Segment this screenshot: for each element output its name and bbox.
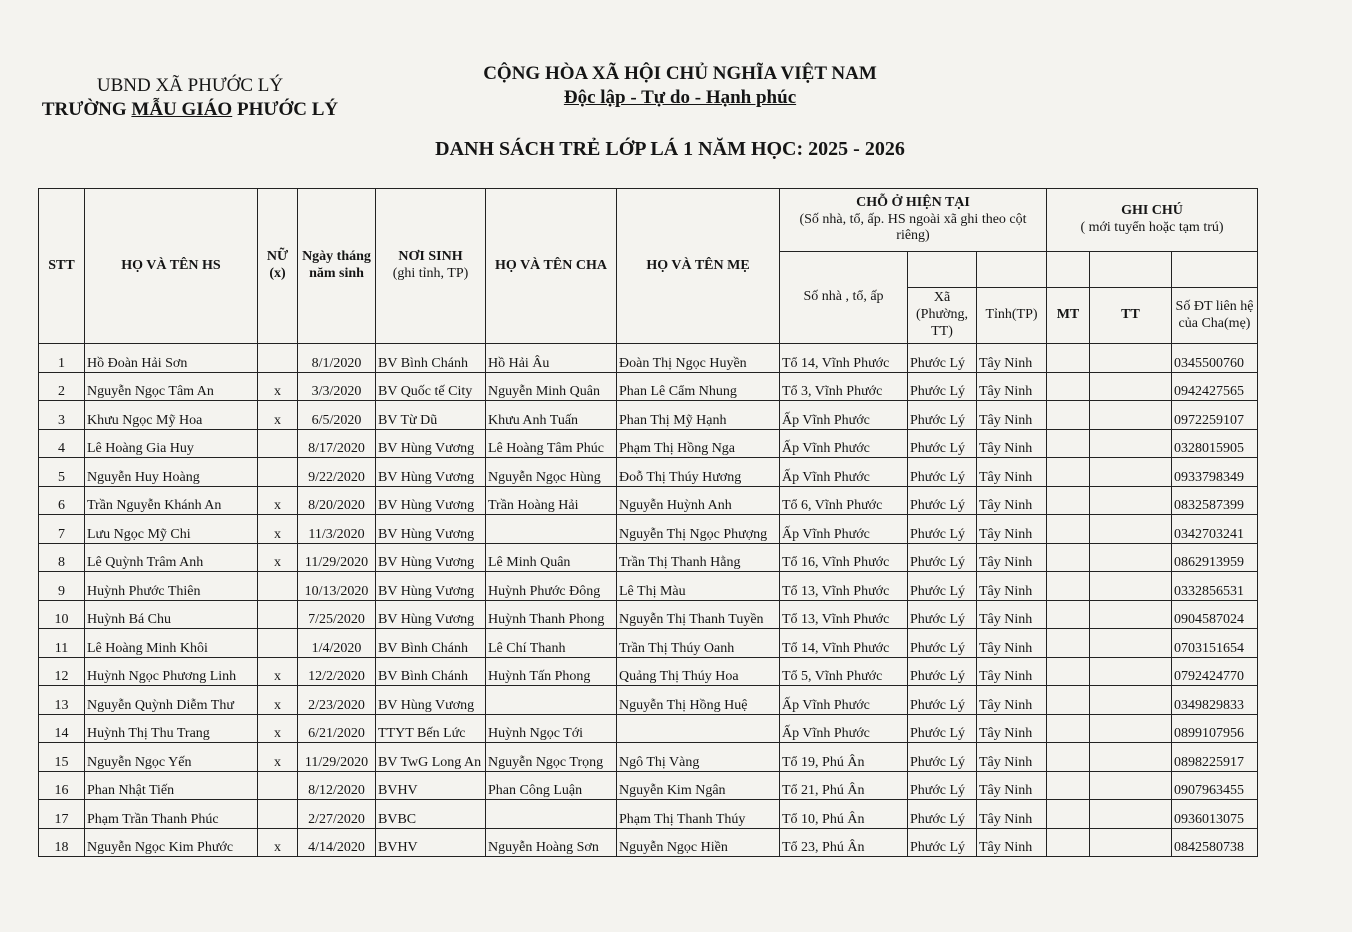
cell-stt: 18	[39, 828, 85, 857]
cell-house: Tổ 13, Vĩnh Phước	[780, 600, 908, 629]
cell-stt: 9	[39, 572, 85, 601]
cell-ward: Phước Lý	[908, 458, 977, 487]
col-province: Tỉnh(TP)	[977, 288, 1047, 344]
cell-female	[258, 771, 298, 800]
col-father: HỌ VÀ TÊN CHA	[486, 189, 617, 344]
cell-mother: Nguyễn Thị Ngọc Phượng	[617, 515, 780, 544]
cell-ward: Phước Lý	[908, 629, 977, 658]
cell-tt	[1090, 771, 1172, 800]
cell-birthplace: BV Hùng Vương	[376, 543, 486, 572]
cell-province: Tây Ninh	[977, 714, 1047, 743]
cell-mother: Nguyễn Huỳnh Anh	[617, 486, 780, 515]
cell-father: Lê Chí Thanh	[486, 629, 617, 658]
cell-mt	[1047, 429, 1090, 458]
col-tt-top	[1090, 252, 1172, 288]
cell-birthplace: BVHV	[376, 828, 486, 857]
cell-female	[258, 629, 298, 658]
cell-house: Tổ 6, Vĩnh Phước	[780, 486, 908, 515]
cell-phone: 0936013075	[1172, 800, 1258, 829]
col-ward: Xã (Phường, TT)	[908, 288, 977, 344]
cell-female: x	[258, 515, 298, 544]
cell-phone: 0907963455	[1172, 771, 1258, 800]
cell-dob: 2/23/2020	[298, 686, 376, 715]
cell-phone: 0972259107	[1172, 401, 1258, 430]
table-row	[39, 657, 1258, 686]
cell-birthplace: BV Hùng Vương	[376, 572, 486, 601]
cell-mother	[617, 714, 780, 743]
student-table	[38, 188, 1258, 857]
cell-tt	[1090, 572, 1172, 601]
cell-phone: 0328015905	[1172, 429, 1258, 458]
cell-phone: 0942427565	[1172, 372, 1258, 401]
cell-mt	[1047, 458, 1090, 487]
cell-house: Tổ 10, Phú Ân	[780, 800, 908, 829]
col-notes-group: GHI CHÚ ( mới tuyển hoặc tạm trú)	[1047, 189, 1258, 252]
cell-ward: Phước Lý	[908, 800, 977, 829]
cell-birthplace: BVBC	[376, 800, 486, 829]
cell-name: Lê Hoàng Minh Khôi	[85, 629, 258, 658]
cell-mother: Đoỗ Thị Thúy Hương	[617, 458, 780, 487]
cell-father: Huỳnh Tấn Phong	[486, 657, 617, 686]
cell-house: Tổ 21, Phú Ân	[780, 771, 908, 800]
col-phone: Số ĐT liên hệ của Cha(mẹ)	[1172, 288, 1258, 344]
cell-stt: 7	[39, 515, 85, 544]
table-row	[39, 372, 1258, 401]
cell-dob: 7/25/2020	[298, 600, 376, 629]
cell-mt	[1047, 600, 1090, 629]
cell-house: Tổ 13, Vĩnh Phước	[780, 572, 908, 601]
cell-mt	[1047, 543, 1090, 572]
table-row	[39, 771, 1258, 800]
cell-province: Tây Ninh	[977, 372, 1047, 401]
cell-birthplace: BV Hùng Vương	[376, 429, 486, 458]
cell-house: Tổ 19, Phú Ân	[780, 743, 908, 772]
cell-dob: 8/12/2020	[298, 771, 376, 800]
motto: Độc lập - Tự do - Hạnh phúc	[563, 86, 797, 108]
cell-tt	[1090, 629, 1172, 658]
school-name: TRƯỜNG MẪU GIÁO PHƯỚC LÝ	[41, 98, 339, 120]
cell-tt	[1090, 486, 1172, 515]
cell-mother: Phan Lê Cẩm Nhung	[617, 372, 780, 401]
cell-name: Huỳnh Bá Chu	[85, 600, 258, 629]
cell-stt: 13	[39, 686, 85, 715]
cell-mt	[1047, 771, 1090, 800]
cell-mother: Lê Thị Màu	[617, 572, 780, 601]
cell-mt	[1047, 629, 1090, 658]
col-female: NỮ (x)	[258, 189, 298, 344]
cell-father: Huỳnh Ngọc Tới	[486, 714, 617, 743]
table-row	[39, 486, 1258, 515]
cell-birthplace: BV Quốc tế City	[376, 372, 486, 401]
cell-mother: Phạm Thị Thanh Thúy	[617, 800, 780, 829]
table-row	[39, 401, 1258, 430]
cell-stt: 4	[39, 429, 85, 458]
cell-stt: 12	[39, 657, 85, 686]
cell-phone: 0862913959	[1172, 543, 1258, 572]
cell-name: Huỳnh Ngọc Phương Linh	[85, 657, 258, 686]
cell-house: Ấp Vĩnh Phước	[780, 429, 908, 458]
cell-dob: 4/14/2020	[298, 828, 376, 857]
cell-father: Hồ Hải Âu	[486, 344, 617, 373]
cell-mother: Phạm Thị Hồng Nga	[617, 429, 780, 458]
cell-birthplace: BV Hùng Vương	[376, 458, 486, 487]
table-row	[39, 429, 1258, 458]
cell-father: Nguyễn Hoàng Sơn	[486, 828, 617, 857]
cell-stt: 5	[39, 458, 85, 487]
cell-dob: 6/21/2020	[298, 714, 376, 743]
cell-phone: 0904587024	[1172, 600, 1258, 629]
cell-stt: 2	[39, 372, 85, 401]
cell-province: Tây Ninh	[977, 458, 1047, 487]
school-header	[20, 74, 360, 122]
cell-mother: Nguyễn Thị Thanh Tuyền	[617, 600, 780, 629]
cell-house: Tổ 5, Vĩnh Phước	[780, 657, 908, 686]
col-phone-top	[1172, 252, 1258, 288]
cell-house: Tổ 23, Phú Ân	[780, 828, 908, 857]
cell-tt	[1090, 714, 1172, 743]
cell-province: Tây Ninh	[977, 401, 1047, 430]
cell-stt: 11	[39, 629, 85, 658]
cell-father: Nguyễn Ngọc Hùng	[486, 458, 617, 487]
cell-tt	[1090, 686, 1172, 715]
cell-birthplace: BV Bình Chánh	[376, 629, 486, 658]
cell-birthplace: BV Hùng Vương	[376, 600, 486, 629]
cell-phone: 0345500760	[1172, 344, 1258, 373]
cell-mt	[1047, 344, 1090, 373]
cell-stt: 16	[39, 771, 85, 800]
col-mt-top	[1047, 252, 1090, 288]
col-mother: HỌ VÀ TÊN MẸ	[617, 189, 780, 344]
country-name: CỘNG HÒA XÃ HỘI CHỦ NGHĨA VIỆT NAM	[483, 63, 877, 84]
cell-name: Phạm Trần Thanh Phúc	[85, 800, 258, 829]
cell-birthplace: BV Hùng Vương	[376, 686, 486, 715]
cell-tt	[1090, 600, 1172, 629]
cell-name: Huỳnh Thị Thu Trang	[85, 714, 258, 743]
cell-phone: 0842580738	[1172, 828, 1258, 857]
cell-name: Nguyễn Ngọc Yến	[85, 743, 258, 772]
cell-house: Ấp Vĩnh Phước	[780, 458, 908, 487]
table-row	[39, 828, 1258, 857]
cell-mt	[1047, 828, 1090, 857]
cell-mt	[1047, 657, 1090, 686]
cell-province: Tây Ninh	[977, 686, 1047, 715]
cell-ward: Phước Lý	[908, 600, 977, 629]
cell-mt	[1047, 372, 1090, 401]
cell-ward: Phước Lý	[908, 401, 977, 430]
cell-name: Hồ Đoàn Hải Sơn	[85, 344, 258, 373]
cell-tt	[1090, 657, 1172, 686]
col-birthplace: NƠI SINH (ghi tỉnh, TP)	[376, 189, 486, 344]
cell-ward: Phước Lý	[908, 515, 977, 544]
cell-house: Ấp Vĩnh Phước	[780, 714, 908, 743]
cell-mother: Nguyễn Ngọc Hiền	[617, 828, 780, 857]
cell-province: Tây Ninh	[977, 572, 1047, 601]
cell-father: Phan Công Luận	[486, 771, 617, 800]
national-motto	[440, 62, 920, 110]
cell-dob: 2/27/2020	[298, 800, 376, 829]
cell-female: x	[258, 714, 298, 743]
cell-female: x	[258, 743, 298, 772]
cell-father	[486, 515, 617, 544]
cell-house: Ấp Vĩnh Phước	[780, 515, 908, 544]
cell-phone: 0899107956	[1172, 714, 1258, 743]
cell-female: x	[258, 543, 298, 572]
cell-stt: 3	[39, 401, 85, 430]
cell-father	[486, 800, 617, 829]
cell-tt	[1090, 515, 1172, 544]
cell-female: x	[258, 686, 298, 715]
cell-female: x	[258, 401, 298, 430]
cell-province: Tây Ninh	[977, 344, 1047, 373]
cell-house: Tổ 14, Vĩnh Phước	[780, 344, 908, 373]
cell-stt: 14	[39, 714, 85, 743]
cell-female	[258, 800, 298, 829]
cell-mt	[1047, 486, 1090, 515]
cell-dob: 11/3/2020	[298, 515, 376, 544]
cell-phone: 0792424770	[1172, 657, 1258, 686]
cell-father: Khưu Anh Tuấn	[486, 401, 617, 430]
cell-province: Tây Ninh	[977, 743, 1047, 772]
cell-province: Tây Ninh	[977, 828, 1047, 857]
cell-father	[486, 686, 617, 715]
col-mt: MT	[1047, 288, 1090, 344]
cell-province: Tây Ninh	[977, 515, 1047, 544]
cell-phone: 0898225917	[1172, 743, 1258, 772]
table-row	[39, 743, 1258, 772]
cell-father: Huỳnh Phước Đông	[486, 572, 617, 601]
cell-birthplace: BV Bình Chánh	[376, 344, 486, 373]
cell-birthplace: BVHV	[376, 771, 486, 800]
cell-dob: 6/5/2020	[298, 401, 376, 430]
cell-name: Nguyễn Ngọc Kim Phước	[85, 828, 258, 857]
table-row	[39, 543, 1258, 572]
cell-tt	[1090, 800, 1172, 829]
table-row	[39, 686, 1258, 715]
cell-birthplace: BV Từ Dũ	[376, 401, 486, 430]
cell-ward: Phước Lý	[908, 543, 977, 572]
col-stt: STT	[39, 189, 85, 344]
cell-ward: Phước Lý	[908, 743, 977, 772]
cell-father: Nguyễn Ngọc Trọng	[486, 743, 617, 772]
cell-tt	[1090, 458, 1172, 487]
table-row	[39, 515, 1258, 544]
table-row	[39, 600, 1258, 629]
cell-mother: Nguyễn Thị Hồng Huệ	[617, 686, 780, 715]
cell-province: Tây Ninh	[977, 629, 1047, 658]
table-row	[39, 458, 1258, 487]
cell-birthplace: TTYT Bến Lức	[376, 714, 486, 743]
cell-phone: 0703151654	[1172, 629, 1258, 658]
table-row	[39, 344, 1258, 373]
cell-tt	[1090, 828, 1172, 857]
cell-ward: Phước Lý	[908, 828, 977, 857]
cell-name: Nguyễn Huy Hoàng	[85, 458, 258, 487]
cell-tt	[1090, 344, 1172, 373]
cell-mt	[1047, 515, 1090, 544]
cell-dob: 1/4/2020	[298, 629, 376, 658]
cell-mother: Phan Thị Mỹ Hạnh	[617, 401, 780, 430]
cell-stt: 17	[39, 800, 85, 829]
cell-house: Tổ 3, Vĩnh Phước	[780, 372, 908, 401]
cell-ward: Phước Lý	[908, 771, 977, 800]
cell-dob: 8/17/2020	[298, 429, 376, 458]
table-row	[39, 572, 1258, 601]
cell-house: Ấp Vĩnh Phước	[780, 401, 908, 430]
cell-phone: 0332856531	[1172, 572, 1258, 601]
cell-mt	[1047, 572, 1090, 601]
cell-dob: 8/20/2020	[298, 486, 376, 515]
cell-name: Trần Nguyễn Khánh An	[85, 486, 258, 515]
cell-mt	[1047, 401, 1090, 430]
cell-dob: 10/13/2020	[298, 572, 376, 601]
cell-name: Huỳnh Phước Thiên	[85, 572, 258, 601]
cell-mother: Nguyễn Kim Ngân	[617, 771, 780, 800]
cell-ward: Phước Lý	[908, 657, 977, 686]
cell-province: Tây Ninh	[977, 486, 1047, 515]
cell-tt	[1090, 543, 1172, 572]
table-row	[39, 800, 1258, 829]
cell-female	[258, 572, 298, 601]
col-address-group: CHỖ Ở HIỆN TẠI (Số nhà, tổ, ấp. HS ngoài xã ghi theo cột riêng)	[780, 189, 1047, 252]
cell-house: Tổ 14, Vĩnh Phước	[780, 629, 908, 658]
document-title: DANH SÁCH TRẺ LỚP LÁ 1 NĂM HỌC: 2025 - 2026	[435, 138, 905, 160]
cell-dob: 11/29/2020	[298, 743, 376, 772]
cell-tt	[1090, 743, 1172, 772]
cell-dob: 9/22/2020	[298, 458, 376, 487]
cell-name: Nguyễn Quỳnh Diễm Thư	[85, 686, 258, 715]
cell-birthplace: BV Bình Chánh	[376, 657, 486, 686]
cell-province: Tây Ninh	[977, 429, 1047, 458]
cell-name: Lê Quỳnh Trâm Anh	[85, 543, 258, 572]
cell-father: Trần Hoàng Hải	[486, 486, 617, 515]
cell-female	[258, 458, 298, 487]
cell-mother: Trần Thị Thúy Oanh	[617, 629, 780, 658]
cell-female	[258, 429, 298, 458]
cell-ward: Phước Lý	[908, 344, 977, 373]
cell-name: Lưu Ngọc Mỹ Chi	[85, 515, 258, 544]
cell-mt	[1047, 714, 1090, 743]
cell-house: Tổ 16, Vĩnh Phước	[780, 543, 908, 572]
cell-mt	[1047, 743, 1090, 772]
cell-province: Tây Ninh	[977, 657, 1047, 686]
cell-father: Nguyễn Minh Quân	[486, 372, 617, 401]
cell-ward: Phước Lý	[908, 429, 977, 458]
cell-father: Huỳnh Thanh Phong	[486, 600, 617, 629]
cell-name: Lê Hoàng Gia Huy	[85, 429, 258, 458]
cell-female	[258, 344, 298, 373]
cell-stt: 6	[39, 486, 85, 515]
cell-female: x	[258, 657, 298, 686]
cell-mother: Quảng Thị Thúy Hoa	[617, 657, 780, 686]
cell-province: Tây Ninh	[977, 771, 1047, 800]
cell-ward: Phước Lý	[908, 486, 977, 515]
cell-female	[258, 600, 298, 629]
cell-name: Nguyễn Ngọc Tâm An	[85, 372, 258, 401]
cell-mt	[1047, 686, 1090, 715]
cell-stt: 10	[39, 600, 85, 629]
cell-house: Ấp Vĩnh Phước	[780, 686, 908, 715]
col-house: Số nhà , tổ, ấp	[780, 252, 908, 344]
cell-stt: 1	[39, 344, 85, 373]
cell-tt	[1090, 429, 1172, 458]
cell-dob: 11/29/2020	[298, 543, 376, 572]
cell-province: Tây Ninh	[977, 543, 1047, 572]
cell-name: Phan Nhật Tiến	[85, 771, 258, 800]
cell-mother: Đoàn Thị Ngọc Huyền	[617, 344, 780, 373]
commune-name: UBND XÃ PHƯỚC LÝ	[96, 75, 284, 96]
cell-mother: Trần Thị Thanh Hằng	[617, 543, 780, 572]
cell-tt	[1090, 372, 1172, 401]
cell-province: Tây Ninh	[977, 600, 1047, 629]
cell-mt	[1047, 800, 1090, 829]
cell-phone: 0832587399	[1172, 486, 1258, 515]
cell-birthplace: BV Hùng Vương	[376, 486, 486, 515]
cell-ward: Phước Lý	[908, 686, 977, 715]
cell-mother: Ngô Thị Vàng	[617, 743, 780, 772]
col-province-top	[977, 252, 1047, 288]
cell-father: Lê Minh Quân	[486, 543, 617, 572]
cell-birthplace: BV TwG Long An	[376, 743, 486, 772]
cell-stt: 15	[39, 743, 85, 772]
cell-province: Tây Ninh	[977, 800, 1047, 829]
cell-ward: Phước Lý	[908, 714, 977, 743]
cell-name: Khưu Ngọc Mỹ Hoa	[85, 401, 258, 430]
cell-birthplace: BV Hùng Vương	[376, 515, 486, 544]
cell-phone: 0349829833	[1172, 686, 1258, 715]
cell-dob: 3/3/2020	[298, 372, 376, 401]
cell-dob: 12/2/2020	[298, 657, 376, 686]
cell-dob: 8/1/2020	[298, 344, 376, 373]
cell-father: Lê Hoàng Tâm Phúc	[486, 429, 617, 458]
table-row	[39, 714, 1258, 743]
cell-phone: 0933798349	[1172, 458, 1258, 487]
col-name: HỌ VÀ TÊN HS	[85, 189, 258, 344]
col-tt: TT	[1090, 288, 1172, 344]
cell-phone: 0342703241	[1172, 515, 1258, 544]
cell-tt	[1090, 401, 1172, 430]
cell-female: x	[258, 486, 298, 515]
cell-female: x	[258, 372, 298, 401]
col-dob: Ngày tháng năm sinh	[298, 189, 376, 344]
col-ward-top	[908, 252, 977, 288]
cell-ward: Phước Lý	[908, 572, 977, 601]
cell-ward: Phước Lý	[908, 372, 977, 401]
cell-stt: 8	[39, 543, 85, 572]
table-row	[39, 629, 1258, 658]
cell-female: x	[258, 828, 298, 857]
